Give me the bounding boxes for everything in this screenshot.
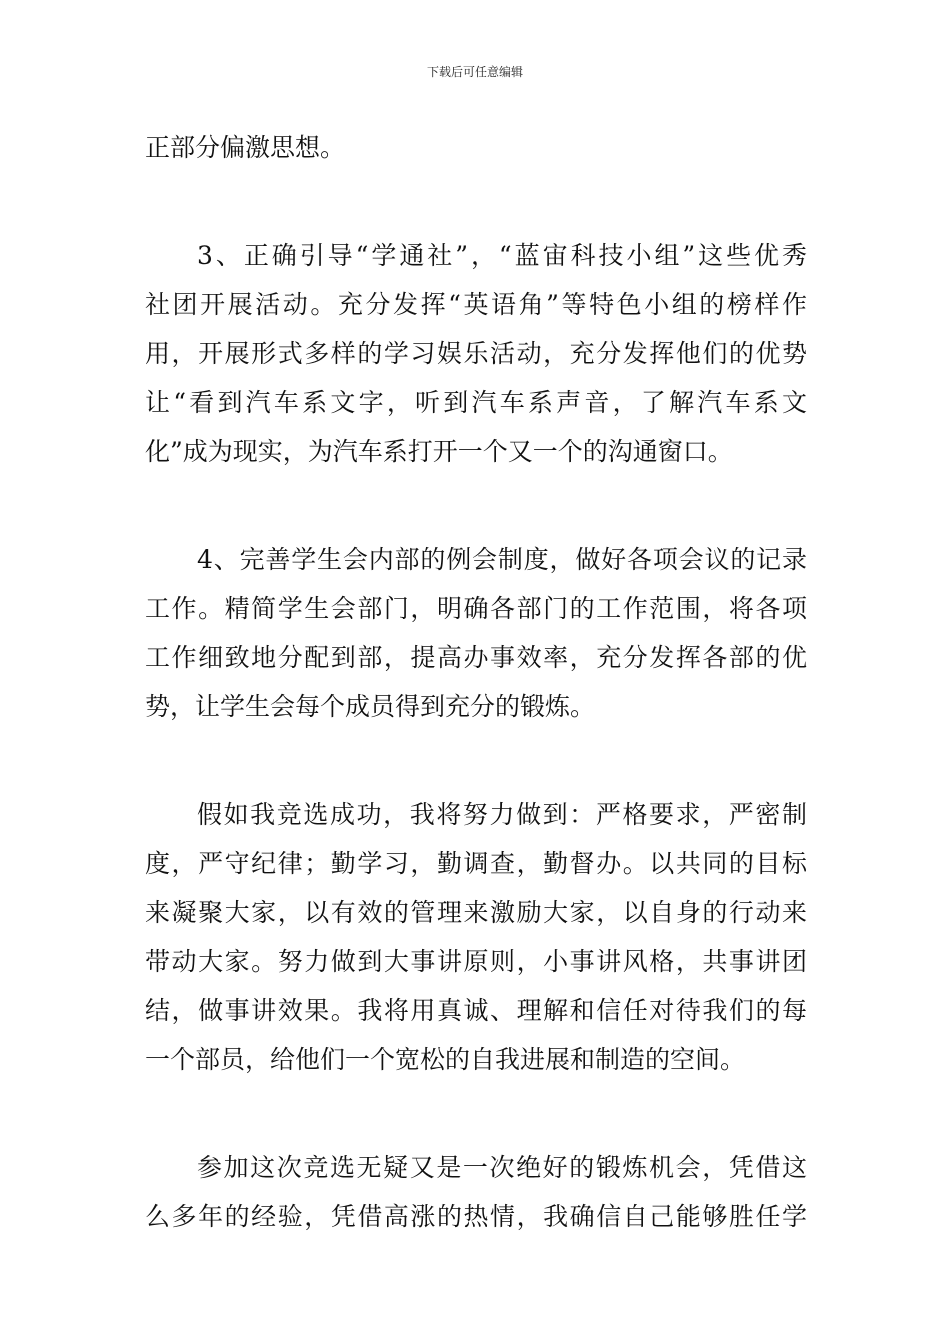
text-line: 正部分偏激思想。 (145, 133, 346, 162)
paragraph-continuation (145, 130, 807, 179)
paragraph-closing (145, 1150, 807, 1248)
paragraph-gap (145, 738, 807, 797)
text-line: 3、正确引导“学通社”，“蓝宙科技小组”这些优秀 (197, 241, 807, 270)
text-line: 让“看到汽车系文字，听到汽车系声音，了解汽车系文 (145, 388, 807, 417)
text-line: 4、完善学生会内部的例会制度，做好各项会议的记录 (197, 545, 807, 574)
text-line: 社团开展活动。充分发挥“英语角”等特色小组的榜样作 (145, 290, 807, 319)
text-line: 用，开展形式多样的学习娱乐活动，充分发挥他们的优势 (145, 339, 807, 368)
paragraph-gap (145, 179, 807, 238)
text-line: 工作细致地分配到部，提高办事效率，充分发挥各部的优 (145, 643, 807, 672)
page-header: 下载后可任意编辑 (426, 65, 523, 79)
text-line: 参加这次竞选无疑又是一次绝好的锻炼机会，凭借这 (197, 1153, 807, 1182)
document-body (145, 130, 807, 1248)
paragraph-commitment (145, 797, 807, 1091)
text-line: 势，让学生会每个成员得到充分的锻炼。 (145, 692, 596, 721)
text-line: 化”成为现实，为汽车系打开一个又一个的沟通窗口。 (145, 437, 733, 466)
text-line: 么多年的经验，凭借高涨的热情，我确信自己能够胜任学 (145, 1202, 807, 1231)
text-line: 带动大家。努力做到大事讲原则，小事讲风格，共事讲团 (145, 947, 807, 976)
paragraph-item-3 (145, 238, 807, 483)
text-line: 假如我竞选成功，我将努力做到：严格要求，严密制 (197, 800, 807, 829)
text-line: 来凝聚大家，以有效的管理来激励大家，以自身的行动来 (145, 898, 807, 927)
text-line: 结，做事讲效果。我将用真诚、理解和信任对待我们的每 (145, 996, 807, 1025)
text-line: 工作。精简学生会部门，明确各部门的工作范围，将各项 (145, 594, 807, 623)
text-line: 度，严守纪律；勤学习，勤调查，勤督办。以共同的目标 (145, 849, 807, 878)
text-line: 一个部员，给他们一个宽松的自我进展和制造的空间。 (145, 1045, 746, 1074)
paragraph-gap (145, 483, 807, 542)
paragraph-gap (145, 1091, 807, 1150)
paragraph-item-4 (145, 542, 807, 738)
